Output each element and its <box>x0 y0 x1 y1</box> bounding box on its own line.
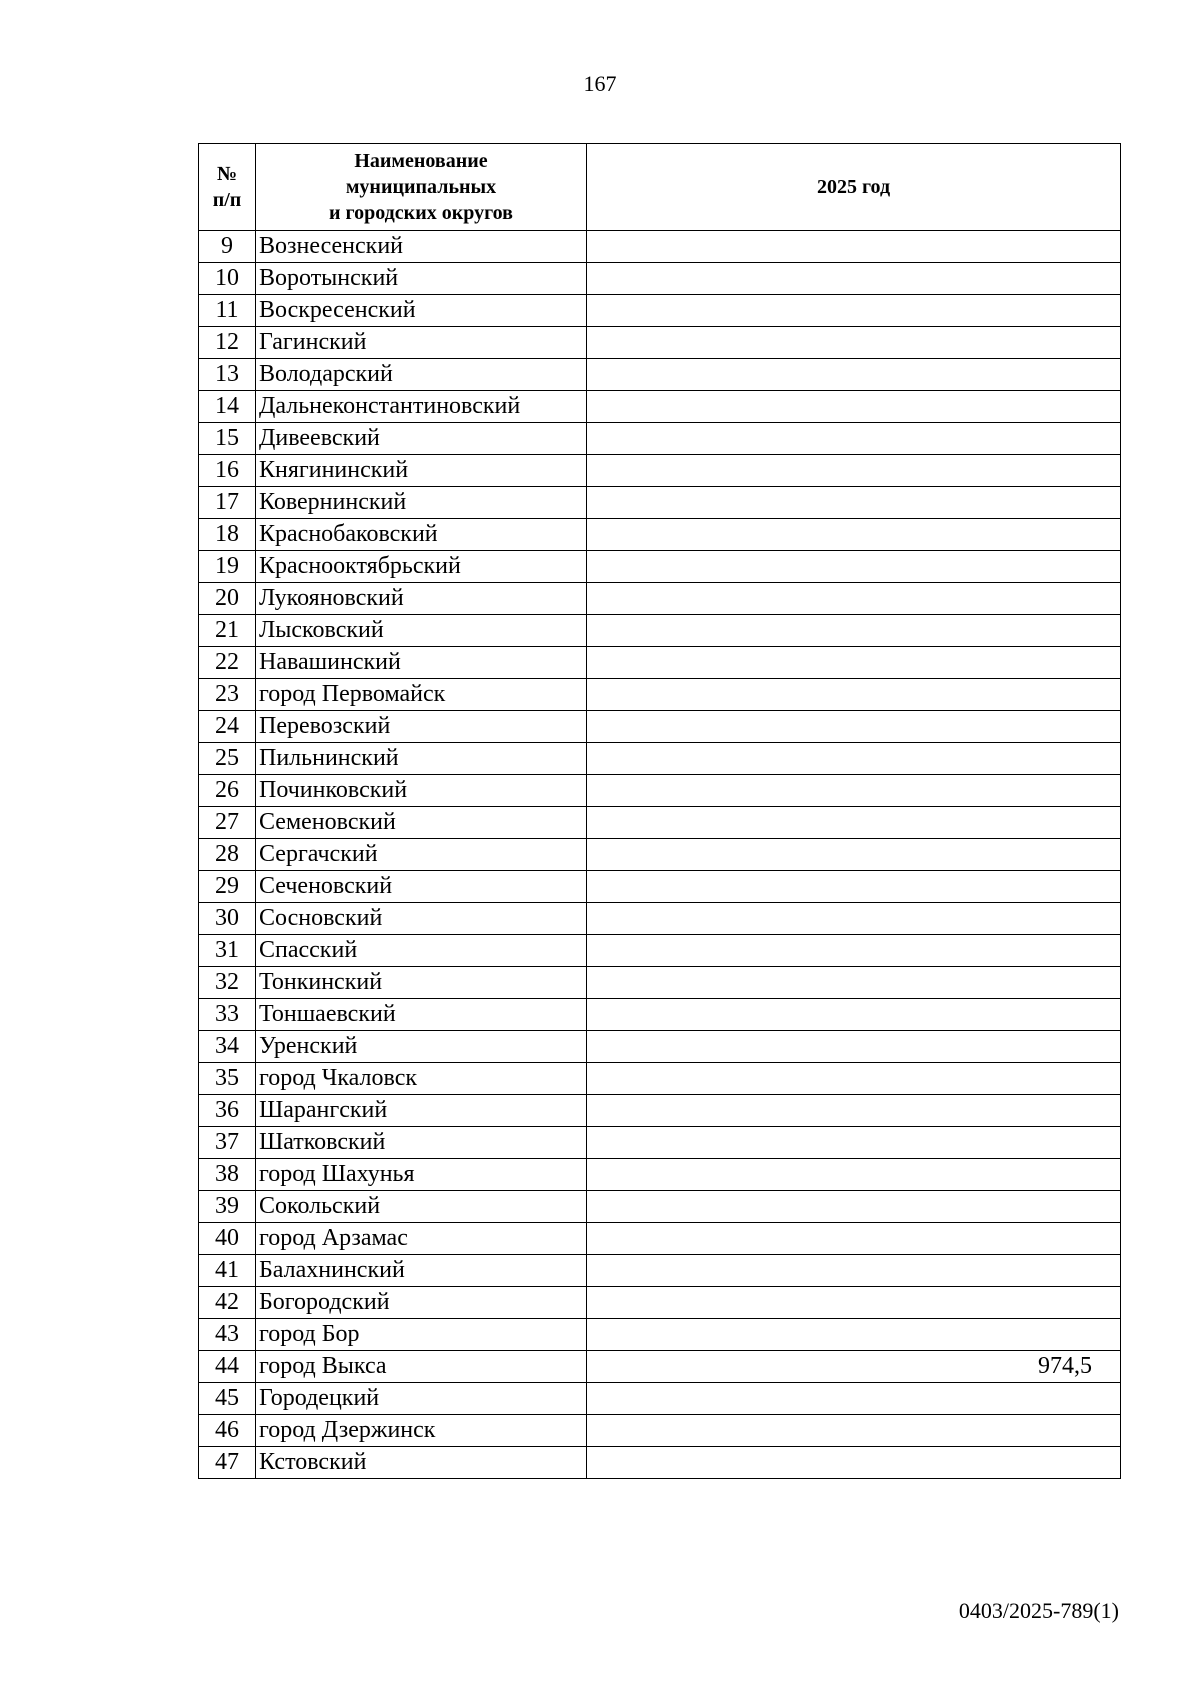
table-body <box>199 231 1121 1479</box>
district-name: Воскресенский <box>256 295 587 327</box>
district-name: Сосновский <box>256 903 587 935</box>
header-name-line: муниципальных <box>345 176 497 198</box>
district-name: Лукояновский <box>256 583 587 615</box>
row-number: 28 <box>199 839 256 871</box>
district-name: Починковский <box>256 775 587 807</box>
table-row <box>199 647 1121 679</box>
year-value <box>587 1415 1121 1447</box>
table-row <box>199 1319 1121 1351</box>
district-name: Богородский <box>256 1287 587 1319</box>
row-number: 16 <box>199 455 256 487</box>
year-value <box>587 423 1121 455</box>
year-value <box>587 583 1121 615</box>
district-name: Ковернинский <box>256 487 587 519</box>
district-name: Кстовский <box>256 1447 587 1479</box>
table-header-row <box>199 144 1121 231</box>
row-number: 31 <box>199 935 256 967</box>
table-row <box>199 551 1121 583</box>
row-number: 37 <box>199 1127 256 1159</box>
table-row <box>199 519 1121 551</box>
header-name <box>256 144 587 231</box>
district-name: Краснооктябрьский <box>256 551 587 583</box>
table-row <box>199 1415 1121 1447</box>
row-number: 22 <box>199 647 256 679</box>
table-row <box>199 775 1121 807</box>
row-number: 40 <box>199 1223 256 1255</box>
district-name: Воротынский <box>256 263 587 295</box>
row-number: 14 <box>199 391 256 423</box>
year-value <box>587 839 1121 871</box>
table-row <box>199 583 1121 615</box>
district-name: Спасский <box>256 935 587 967</box>
table-row <box>199 359 1121 391</box>
row-number: 27 <box>199 807 256 839</box>
year-value <box>587 1287 1121 1319</box>
table-row <box>199 263 1121 295</box>
table-row <box>199 743 1121 775</box>
year-value <box>587 359 1121 391</box>
year-value <box>587 1191 1121 1223</box>
row-number: 15 <box>199 423 256 455</box>
district-name: город Бор <box>256 1319 587 1351</box>
year-value <box>587 743 1121 775</box>
header-number-line: № <box>216 163 238 185</box>
district-name: город Шахунья <box>256 1159 587 1191</box>
table-row <box>199 295 1121 327</box>
row-number: 35 <box>199 1063 256 1095</box>
row-number: 23 <box>199 679 256 711</box>
header-name-line: Наименование <box>354 150 488 172</box>
year-value <box>587 903 1121 935</box>
district-name: Сергачский <box>256 839 587 871</box>
year-value: 974,5 <box>587 1351 1121 1383</box>
district-name: Пильнинский <box>256 743 587 775</box>
district-name: Лысковский <box>256 615 587 647</box>
row-number: 46 <box>199 1415 256 1447</box>
year-value <box>587 1063 1121 1095</box>
district-name: Княгининский <box>256 455 587 487</box>
year-value <box>587 1159 1121 1191</box>
row-number: 33 <box>199 999 256 1031</box>
row-number: 47 <box>199 1447 256 1479</box>
district-name: Гагинский <box>256 327 587 359</box>
table-row <box>199 455 1121 487</box>
table-row <box>199 1287 1121 1319</box>
district-name: Тоншаевский <box>256 999 587 1031</box>
district-name: Перевозский <box>256 711 587 743</box>
district-name: Краснобаковский <box>256 519 587 551</box>
table-row <box>199 615 1121 647</box>
year-value <box>587 647 1121 679</box>
table-row <box>199 1223 1121 1255</box>
district-name: Дивеевский <box>256 423 587 455</box>
table-row <box>199 1447 1121 1479</box>
row-number: 30 <box>199 903 256 935</box>
year-value <box>587 487 1121 519</box>
year-value <box>587 999 1121 1031</box>
row-number: 11 <box>199 295 256 327</box>
row-number: 34 <box>199 1031 256 1063</box>
table-row <box>199 839 1121 871</box>
row-number: 44 <box>199 1351 256 1383</box>
header-number-line: п/п <box>212 189 242 211</box>
district-name: Навашинский <box>256 647 587 679</box>
year-value <box>587 775 1121 807</box>
district-name: Вознесенский <box>256 231 587 263</box>
district-name: Сокольский <box>256 1191 587 1223</box>
row-number: 9 <box>199 231 256 263</box>
table-row <box>199 711 1121 743</box>
document-code: 0403/2025-789(1) <box>958 1598 1119 1623</box>
row-number: 29 <box>199 871 256 903</box>
table-row <box>199 967 1121 999</box>
table-row <box>199 1159 1121 1191</box>
row-number: 36 <box>199 1095 256 1127</box>
row-number: 45 <box>199 1383 256 1415</box>
district-name: Уренский <box>256 1031 587 1063</box>
district-name: Шатковский <box>256 1127 587 1159</box>
table-row <box>199 1095 1121 1127</box>
table-row <box>199 1383 1121 1415</box>
year-value <box>587 1095 1121 1127</box>
year-value <box>587 711 1121 743</box>
row-number: 21 <box>199 615 256 647</box>
table-row <box>199 487 1121 519</box>
year-value <box>587 807 1121 839</box>
district-name: Тонкинский <box>256 967 587 999</box>
year-value <box>587 551 1121 583</box>
row-number: 20 <box>199 583 256 615</box>
row-number: 13 <box>199 359 256 391</box>
year-value <box>587 295 1121 327</box>
row-number: 24 <box>199 711 256 743</box>
table-row <box>199 423 1121 455</box>
year-value <box>587 615 1121 647</box>
year-value <box>587 231 1121 263</box>
year-value <box>587 935 1121 967</box>
row-number: 43 <box>199 1319 256 1351</box>
table-row <box>199 1191 1121 1223</box>
year-value <box>587 455 1121 487</box>
table-row <box>199 871 1121 903</box>
district-name: город Первомайск <box>256 679 587 711</box>
district-name: Балахнинский <box>256 1255 587 1287</box>
row-number: 19 <box>199 551 256 583</box>
year-value <box>587 1319 1121 1351</box>
row-number: 12 <box>199 327 256 359</box>
year-value <box>587 519 1121 551</box>
year-value <box>587 871 1121 903</box>
district-name: Шарангский <box>256 1095 587 1127</box>
year-value <box>587 967 1121 999</box>
header-name-line: и городских округов <box>329 202 513 224</box>
table-row <box>199 1063 1121 1095</box>
district-name: Семеновский <box>256 807 587 839</box>
year-value <box>587 1447 1121 1479</box>
table-row <box>199 1255 1121 1287</box>
district-name: город Чкаловск <box>256 1063 587 1095</box>
district-name: Володарский <box>256 359 587 391</box>
year-value <box>587 391 1121 423</box>
year-value <box>587 1127 1121 1159</box>
district-name: город Выкса <box>256 1351 587 1383</box>
table-row <box>199 679 1121 711</box>
table-row <box>199 231 1121 263</box>
row-number: 39 <box>199 1191 256 1223</box>
row-number: 32 <box>199 967 256 999</box>
district-name: Дальнеконстантиновский <box>256 391 587 423</box>
row-number: 17 <box>199 487 256 519</box>
table-row <box>199 935 1121 967</box>
row-number: 41 <box>199 1255 256 1287</box>
year-value <box>587 679 1121 711</box>
row-number: 38 <box>199 1159 256 1191</box>
table-row <box>199 807 1121 839</box>
district-name: город Арзамас <box>256 1223 587 1255</box>
table-row <box>199 327 1121 359</box>
page-number: 167 <box>583 71 617 96</box>
header-year: 2025 год <box>587 144 1121 231</box>
table-row <box>199 1127 1121 1159</box>
district-name: город Дзержинск <box>256 1415 587 1447</box>
table-row <box>199 1351 1121 1383</box>
year-value <box>587 1255 1121 1287</box>
table-row <box>199 999 1121 1031</box>
table-row <box>199 391 1121 423</box>
row-number: 10 <box>199 263 256 295</box>
district-name: Сеченовский <box>256 871 587 903</box>
row-number: 26 <box>199 775 256 807</box>
municipal-districts-table <box>198 143 1121 1479</box>
table-row <box>199 1031 1121 1063</box>
year-value <box>587 1223 1121 1255</box>
year-value <box>587 327 1121 359</box>
header-number <box>199 144 256 231</box>
row-number: 42 <box>199 1287 256 1319</box>
row-number: 25 <box>199 743 256 775</box>
year-value <box>587 1383 1121 1415</box>
year-value <box>587 1031 1121 1063</box>
row-number: 18 <box>199 519 256 551</box>
table-row <box>199 903 1121 935</box>
year-value <box>587 263 1121 295</box>
district-name: Городецкий <box>256 1383 587 1415</box>
